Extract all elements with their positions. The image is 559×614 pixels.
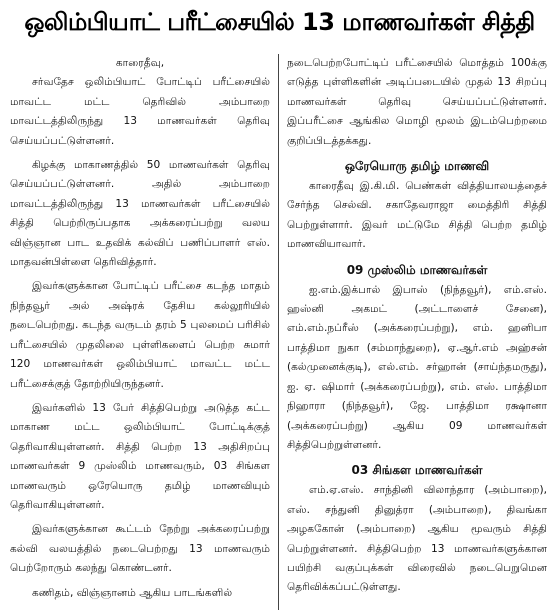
muslim-students-heading: 09 முஸ்லிம் மாணவர்கள் [346,262,488,277]
sinhala-students-text: எம்.ஏ.எஸ். சாந்தினி விலாந்தார (அம்பாறை), எஸ். சந்துனி தினுத்ரா (அம்பாறை), திவங்கா அழககோன் (அம்பாறை) ஆகிய மூவரும் சித்தி பெற்றுள்ளனர். சித்திபெற்ற 13 மாணவர்களுக்கான பயிற்சி வகுப்புக்கள் விரைவில் நடைபெறுமென தெரிவிக்கப்பட்டுள்ளது. [287,484,547,594]
paragraph-1: சர்வதேச ஒலிம்பியாட் போட்டிப் பரீட்சையில் மாவட்ட மட்ட தெரிவில் அம்பாறை மாவட்டத்திலிருந்து 13 மாணவர்கள் தெரிவு செய்யப்பட்டுள்ளனர். [10,76,270,147]
paragraph-2: கிழக்கு மாகாணத்தில் 50 மாணவர்கள் தெரிவு செய்யப்பட்டுள்ளனர். அதில் அம்பாறை மாவட்டத்திலிருந்து 13 மாணவர்கள் பரீட்சையில் சித்தி பெற்றிருப்பதாக அக்கரைப்பற்று வலய விஞ்ஞான பாட உதவிக் கல்விப் பணிப்பாளர் எஸ். மாதவன்பிள்ளை தெரிவித்தார். [10,159,270,269]
sinhala-students-heading: 03 சிங்கள மாணவர்கள் [351,463,483,478]
intro-paragraph: நடைபெற்றபோட்டிப் பரீட்சையில் மொத்தம் 100க்கு எடுத்த புள்ளிகளின் அடிப்படையில் முதல் 13 சிறப்பு மாணவர்கள் தெரிவு செய்யப்பட்டுள்ளனர். இப்பரீட்சை ஆங்கில மொழி மூலம் இடம்பெற்றமை குறிப்பிடத்தக்கது. [287,57,547,147]
paragraph-5: இவர்களுக்கான கூட்டம் நேற்று அக்கரைப்பற்று கல்வி வலயத்தில் நடைபெற்றது 13 மாணவரும் பெற்றோரும் கலந்து கொண்டனர். [10,523,270,575]
dateline: காரைதீவு, [115,57,165,69]
right-column [287,54,547,610]
tamil-student-text: காரைதீவு இ.கி.மி. பெண்கள் வித்தியாலயத்தைச் சேர்ந்த செல்வி. சகாதேவராஜா மைத்திரி சித்தி பெற்றுள்ளார். இவர் மட்டுமே சித்தி பெற்ற தமிழ் மாணவியாவார். [287,180,547,251]
article-headline: ஒலிம்பியாட் பரீட்சையில் 13 மாணவர்கள் சித்தி [24,7,535,36]
left-column [10,54,270,610]
paragraph-3: இவர்களுக்கான போட்டிப் பரீட்சை கடந்த மாதம் நிந்தவூர் அல் அஷ்ரக் தேசிய கல்லூரியில் நடைபெற்றது. கடந்த வருடம் தரம் 5 புலமைப் பரிசில் பரீட்சையில் முதலிலை புள்ளிகளைப் பெற்ற சுமார் 120 மாணவர்கள் ஒலிம்பியாட் மாவட்ட மட்ட பரீட்சைக்குத் தோற்றியிருந்தனர். [10,280,270,390]
paragraph-4: இவர்களில் 13 பேர் சித்திபெற்று அடுத்த கட்ட மாகாண மட்ட ஒலிம்பியாட் போட்டிக்குத் தெரிவாகியுள்ளனர். சித்தி பெற்ற 13 அதிசிறப்பு மாணவர்கள் 9 முஸ்லிம் மாணவரும், 03 சிங்கள மாணவரும் ஒரேயொரு தமிழ் மாணவியும் தெரிவாகியுள்ளனர். [10,401,270,511]
column-divider [278,54,279,610]
paragraph-6: கணிதம், விஞ்ஞானம் ஆகிய பாடங்களில் [32,586,233,599]
muslim-students-text: ஐ.எம்.இக்பால் இபாஸ் (நிந்தவூர்), எம்.எஸ். ஹஸ்னி அகமட் (அட்டாளைச் சேனை), எம்.எம்.நப்ரீஸ் (அக்கரைப்பற்று), எம். ஹனிபா பாத்திமா நுகா (சம்மாந்துறை), ஏ.ஆர்.எம் அஹ்சன் (கல்முனைக்குடி), எல்.எம். சர்ஹான் (சாய்ந்தமருது), ஐ. ஏ. ஷிமார் (அக்கரைப்பற்று), எம். எஸ். பாத்திமா நிஹாரா (நிந்தவூர்), ஜே. பாத்திமா ரக்ஷானா (அக்கரைப்பற்று) ஆகிய 09 மாணவர்கள் சித்திபெற்றுள்ளனர். [287,283,547,451]
tamil-student-heading: ஒரேயொரு தமிழ் மாணவி [344,159,490,174]
